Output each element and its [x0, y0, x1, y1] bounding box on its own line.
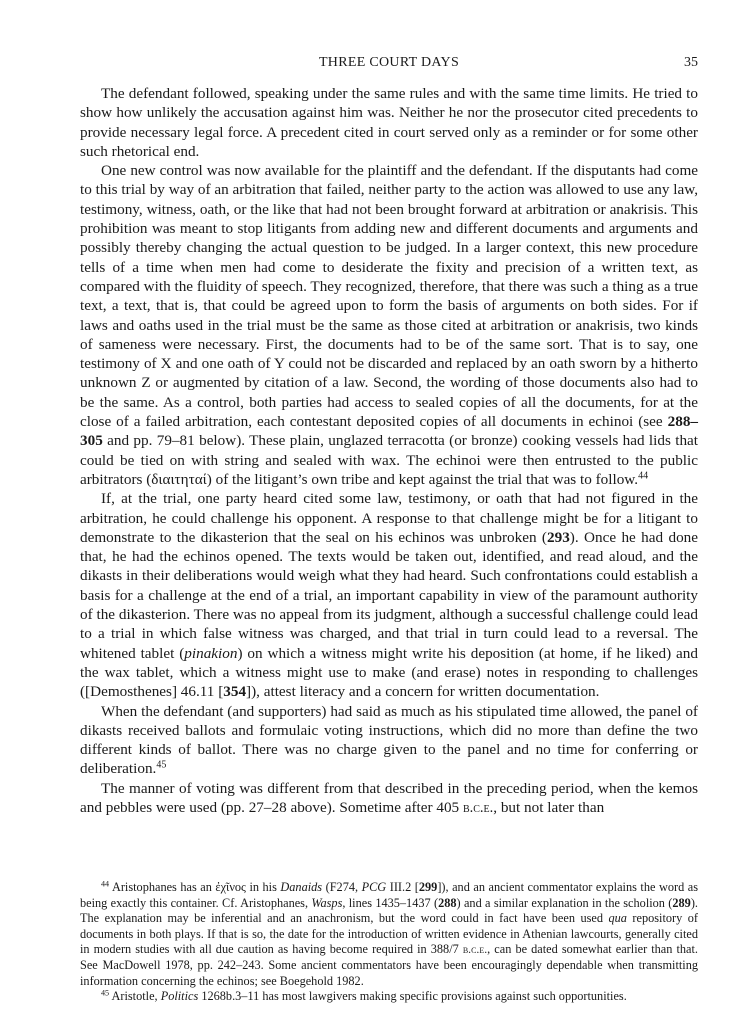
footnote-text: repository of documents in both plays. If that is so, the date for the introduction of written evidence in Athenian lawcourts, generally cited in modern studies with all due caution as having become required in 388/7	[80, 911, 698, 957]
footnote-marker-45: 45	[156, 759, 167, 771]
page-header	[80, 55, 698, 75]
paragraph-5	[80, 779, 698, 819]
greek-term: διαιτηταί	[151, 470, 207, 488]
paragraph-2-text-a: One new control was now available for the plaintiff and the defendant. If the disputants had come to this trial by way of an arbitration that failed, neither party to the action was allowed to use any law, testimony, witness, oath, or the like that had not been brought forward at arbitration or anakrisis. This prohibition was meant to stop litigants from adding new and different documents and arguments and possibly thereby changing the actual question to be judged. In a larger context, this new procedure tells of a time when men had come to desiderate the fixity and precision of a written text, as compared with the fluidity of speech. They recognized, therefore, that there was such a thing as a true text, a text, that is, that could be agreed upon to form the basis of arguments on both sides. For if laws and oaths used in the trial must be the same as those cited at arbitration or anakrisis, two kinds of sameness were necessary. First, the documents had to be of the same sort. That is to say, one testimony of X and one oath of Y could not be discarded and replaced by an oath sworn by a hitherto unknown Z or augmented by citation of a law. Second, the wording of those documents also had to be the same. As a control, both parties had access to sealed copies of all the documents, for at the close of a failed arbitration, each contestant deposited copies of all documents in echinoi (see	[80, 162, 698, 431]
passage-reference: 354	[223, 683, 247, 701]
era-abbreviation: b.c.e.	[462, 799, 494, 816]
paragraph-3-text-b: ). Once he had done that, he had the echinos opened. The texts would be taken out, identified, and read aloud, and the dikasts in their deliberations would weigh what they had heard. Such confrontations could establish a basis for a challenge at the end of a trial, an important capability in view of the paramount authority of the dikasterion. There was no appeal from its judgment, although a successful challenge could lead to a trial in which false witness was charged, and that trial in turn could lead to a reversal. The whitened tablet (	[80, 528, 699, 662]
work-title: Politics	[160, 989, 199, 1004]
running-head: THREE COURT DAYS	[318, 55, 460, 70]
passage-reference: 289	[672, 895, 691, 910]
work-title: Wasps	[311, 895, 343, 910]
footnote-text: ) and a similar explanation in the scholion (	[456, 895, 673, 910]
paragraph-2-text-b: and pp. 79–81 below). These plain, unglazed terracotta (or bronze) cooking vessels had lids that could be tied on with string and sealed with wax. The echinoi were then entrusted to the public arbitrators (	[80, 432, 698, 488]
paragraph-1-text: The defendant followed, speaking under the same rules and with the same time limits. He tried to show how unlikely the accusation against him was. Neither he nor the prosecutor cited precedents to provide necessary legal force. A precedent cited in court served only as a reminder or for some other such rhetorical end.	[80, 85, 698, 160]
footnote-number: 44	[101, 879, 110, 889]
footnote-44	[80, 880, 698, 989]
era-abbreviation: b.c.e.	[462, 943, 488, 957]
work-title: Danaids	[280, 880, 323, 894]
footnote-text: 1268b.3–11 has most lawgivers making specific provisions against such opportunities.	[198, 989, 627, 1004]
paragraph-2	[80, 161, 698, 489]
paragraph-1	[80, 84, 698, 161]
footnote-text: (F274,	[322, 880, 362, 894]
footnote-text: in his	[245, 880, 281, 894]
passage-reference: 299	[418, 880, 438, 894]
work-title: PCG	[361, 880, 387, 894]
passage-reference: 293	[547, 528, 570, 546]
paragraph-2-text-c: ) of the litigant’s own tribe and kept against the trial that was to follow.	[206, 470, 639, 488]
italic-term: pinakion	[184, 644, 238, 662]
paragraph-4-text: When the defendant (and supporters) had said as much as his stipulated time allowed, the panel of dikasts received ballots and formulaic voting instructions, which did no more than define the two different kinds of ballot. There was no charge given to the panel and no time for conferring or deliberation.	[80, 702, 698, 778]
footnote-number: 45	[101, 988, 110, 998]
body-text	[80, 84, 698, 818]
page-number: 35	[684, 55, 698, 70]
footnote-text: , can be dated somewhat earlier than that. See MacDowell 1978, pp. 242–243. Some ancient commentators have been encouragingly dependable when transmitting information concerning the echinos; see Boegehold 1982.	[80, 942, 698, 988]
footnote-text: Aristotle,	[109, 989, 161, 1004]
footnote-text: Aristophanes has an	[109, 880, 216, 894]
footnote-marker-44: 44	[638, 470, 649, 482]
paragraph-3	[80, 489, 698, 701]
greek-term: ἐχῖνος	[215, 880, 246, 894]
paragraph-3-text-d: ]), attest literacy and a concern for written documentation.	[246, 683, 600, 701]
footnotes	[80, 880, 698, 1005]
footnote-text: , lines 1435–1437 (	[342, 895, 439, 910]
paragraph-3-text-c: ) on which a witness might write his deposition (at home, if he liked) and the wax tablet, which a witness might use to make (and erase) notes in responding to challenges ([Demosthenes] 46.11 [	[80, 644, 698, 701]
passage-reference: 288	[438, 895, 457, 910]
footnote-text: III.2 [	[386, 880, 419, 894]
passage-reference: 288–305	[80, 413, 698, 450]
paragraph-3-text-a: If, at the trial, one party heard cited some law, testimony, or oath that had not figured in the arbitration, he could challenge his opponent. A response to that challenge might be for a litigant to demonstrate to the dikasterion that the seal on his echinos was unbroken (	[80, 490, 698, 546]
footnote-text: ). The explanation may be inferential and an anachronism, but the word could in fact have been used	[80, 895, 698, 926]
paragraph-5-text-b: , but not later than	[493, 798, 605, 816]
italic-term: qua	[608, 911, 627, 926]
footnote-45	[80, 989, 698, 1005]
paragraph-5-text-a: The manner of voting was different from that described in the preceding period, when the kemos and pebbles were used (pp. 27–28 above). Sometime after 405	[80, 779, 698, 816]
paragraph-4	[80, 702, 698, 779]
footnote-text: ]), and an ancient commentator explains the word as being exactly this container. Cf. Aristophanes,	[80, 880, 698, 910]
